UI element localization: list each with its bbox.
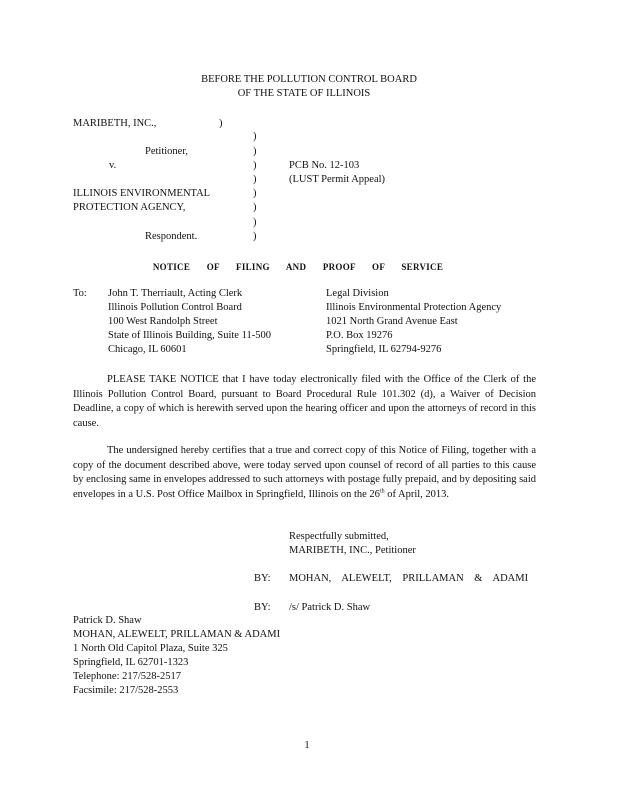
- page-number: 1: [304, 740, 310, 751]
- recipient-right: [326, 287, 501, 357]
- recipient-right-line: Legal Division: [326, 288, 389, 299]
- recipient-left-line: State of Illinois Building, Suite 11-500: [108, 330, 271, 341]
- signature-party: MARIBETH, INC., Petitioner: [289, 545, 416, 556]
- caption-bracket: ): [253, 174, 257, 185]
- recipient-left-line: Illinois Pollution Control Board: [108, 302, 242, 313]
- caption-bracket: ): [253, 146, 257, 157]
- respondent-name-line1: ILLINOIS ENVIRONMENTAL: [73, 188, 211, 199]
- notice-paragraph: PLEASE TAKE NOTICE that I have today electronically filed with the Office of the Clerk of the Illinois Pollution Control Board, pursuant to Board Procedural Rule 101.302 (d), a Waiver of Decision Deadline, a copy of which is herewith served upon the hearing officer and upon the attorneys of record in this cause.: [73, 374, 536, 429]
- notice-title: NOTICE OF FILING AND PROOF OF SERVICE: [152, 262, 444, 272]
- caption-bracket: ): [253, 160, 257, 171]
- electronic-signature: /s/ Patrick D. Shaw: [289, 602, 371, 613]
- attorney-line: Springfield, IL 62701-1323: [73, 657, 189, 668]
- caption-bracket: ): [253, 202, 257, 213]
- caption-bracket: ): [253, 217, 257, 228]
- board-title-line2: OF THE STATE OF ILLINOIS: [237, 88, 371, 99]
- signature-firm: MOHAN, ALEWELT, PRILLAMAN & ADAMI: [289, 573, 529, 584]
- caption-bracket: ): [253, 188, 257, 199]
- recipient-left-line: Chicago, IL 60601: [108, 344, 187, 355]
- by-label: BY:: [254, 573, 271, 584]
- recipient-right-line: 1021 North Grand Avenue East: [326, 316, 458, 327]
- certification-paragraph: [73, 444, 536, 502]
- certification-text: The undersigned hereby certifies that a true and correct copy of this Notice of Filing, together with a copy of the document described above, were today served upon counsel of record of all parties to this cause by enclosing same in envelopes addressed to such attorneys with postage fully prepaid, and by depositing said envelopes in a U.S. Post Office Mailbox in Springfield, Illinois on the 26: [73, 445, 536, 500]
- party-petitioner-name: MARIBETH, INC.,: [73, 118, 157, 129]
- recipient-right-line: Springfield, IL 62794-9276: [326, 344, 442, 355]
- board-title-line1: BEFORE THE POLLUTION CONTROL BOARD: [201, 74, 417, 85]
- date-suffix: th: [379, 488, 385, 494]
- respondent-name-line2: PROTECTION AGENCY,: [73, 202, 186, 213]
- attorney-line: 1 North Old Capitol Plaza, Suite 325: [73, 643, 228, 654]
- recipient-left: [108, 287, 271, 357]
- attorney-line: MOHAN, ALEWELT, PRILLAMAN & ADAMI: [73, 629, 281, 640]
- versus-label: v.: [109, 160, 117, 171]
- respectfully-submitted: Respectfully submitted,: [289, 531, 389, 542]
- caption-bracket: ): [253, 131, 257, 142]
- certification-tail: of April, 2013.: [384, 488, 450, 500]
- recipient-left-line: John T. Therriault, Acting Clerk: [108, 288, 243, 299]
- by-label: BY:: [254, 602, 271, 613]
- respondent-label: Respondent.: [145, 231, 198, 242]
- attorney-line: Facsimile: 217/528-2553: [73, 685, 179, 696]
- case-number: PCB No. 12-103: [289, 160, 360, 171]
- recipient-right-line: Illinois Environmental Protection Agency: [326, 302, 502, 313]
- recipient-right-line: P.O. Box 19276: [326, 330, 393, 341]
- to-label: To:: [73, 288, 87, 299]
- recipient-left-line: 100 West Randolph Street: [108, 316, 218, 327]
- caption-bracket: ): [219, 118, 223, 129]
- attorney-line: Telephone: 217/528-2517: [73, 671, 182, 682]
- case-type: (LUST Permit Appeal): [289, 174, 386, 185]
- petitioner-label: Petitioner,: [145, 146, 189, 157]
- caption-bracket: ): [253, 231, 257, 242]
- attorney-block: [73, 614, 280, 698]
- attorney-line: Patrick D. Shaw: [73, 615, 142, 626]
